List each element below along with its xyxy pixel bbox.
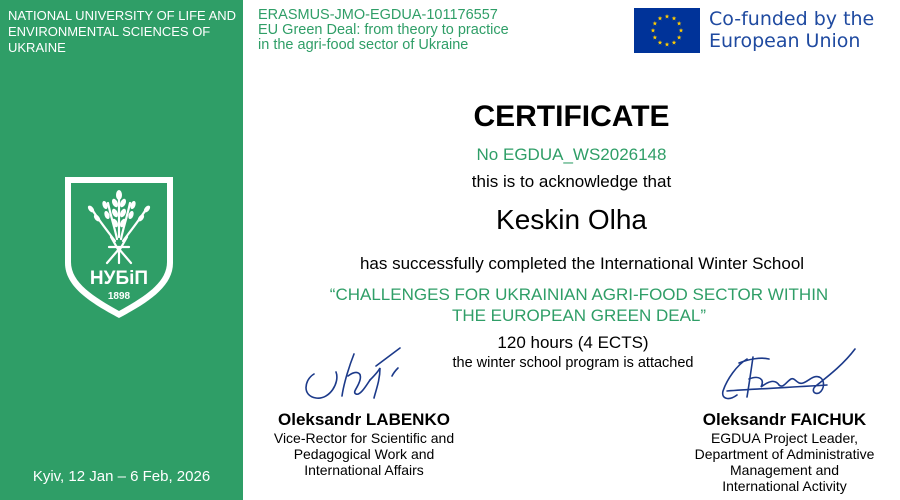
eu-star-icon — [672, 16, 677, 20]
eu-funding-line-1: Co-funded by the — [709, 8, 875, 30]
recipient-name: Keskin Olha — [496, 204, 647, 235]
signatory-name: Oleksandr LABENKO — [278, 410, 450, 429]
eu-star-icon — [651, 28, 656, 32]
course-title-line-2: THE EUROPEAN GREEN DEAL” — [451, 306, 707, 325]
program-attached-note: the winter school program is attached — [452, 355, 694, 371]
course-hours: 120 hours (4 ECTS) — [497, 333, 649, 352]
eu-star-icon — [658, 16, 663, 20]
event-date-place: Kyiv, 12 Jan – 6 Feb, 2026 — [32, 468, 211, 485]
signatory-role-line: Department of Administrative — [694, 446, 875, 462]
signatory-faichuk — [677, 410, 892, 494]
logo-year: 1898 — [107, 291, 131, 302]
acknowledge-text: this is to acknowledge that — [471, 172, 672, 191]
signatory-role-line: Management and — [730, 462, 839, 478]
completion-text: has successfully completed the International Winter School — [359, 254, 805, 273]
eu-star-icon — [677, 21, 682, 25]
eu-star-icon — [653, 35, 658, 39]
eu-star-icon — [653, 21, 658, 25]
signatory-role-line: International Affairs — [304, 462, 424, 478]
signature-faichuk — [715, 345, 863, 415]
university-sidebar — [0, 0, 243, 500]
university-name: NATIONAL UNIVERSITY OF LIFE AND ENVIRONMENTAL SCIENCES OF UKRAINE — [8, 8, 237, 55]
eu-star-icon — [665, 42, 670, 46]
certificate-title: CERTIFICATE — [473, 100, 670, 133]
eu-stars-icon — [634, 8, 700, 53]
course-title-line-1: “CHALLENGES FOR UKRAINIAN AGRI-FOOD SECTOR WITHIN — [329, 285, 829, 304]
project-title-line-1: EU Green Deal: from theory to practice — [258, 22, 509, 38]
project-id: ERASMUS-JMO-EGDUA-101176557 — [258, 7, 498, 23]
eu-star-icon — [672, 40, 677, 44]
certificate-number: No EGDUA_WS2026148 — [476, 145, 667, 164]
eu-flag — [634, 8, 700, 53]
eu-star-icon — [677, 35, 682, 39]
course-title — [258, 284, 900, 326]
signatory-labenko — [258, 410, 470, 478]
signatory-role-line: EGDUA Project Leader, — [710, 430, 859, 446]
signatory-role-line: Pedagogical Work and — [293, 446, 435, 462]
signature-labenko — [296, 346, 414, 406]
logo-abbreviation: НУБіП — [89, 268, 149, 289]
eu-funding-line-2: European Union — [709, 30, 861, 52]
eu-star-icon — [658, 40, 663, 44]
university-logo — [63, 175, 175, 320]
signatory-name: Oleksandr FAICHUK — [702, 410, 867, 429]
signatory-role-line: Vice-Rector for Scientific and — [273, 430, 455, 446]
eu-star-icon — [665, 14, 670, 18]
eu-funding-label — [709, 8, 874, 52]
project-info — [258, 8, 598, 53]
signatory-role-line: International Activity — [722, 478, 847, 494]
eu-star-icon — [679, 28, 684, 32]
project-title-line-2: in the agri-food sector of Ukraine — [258, 37, 469, 53]
